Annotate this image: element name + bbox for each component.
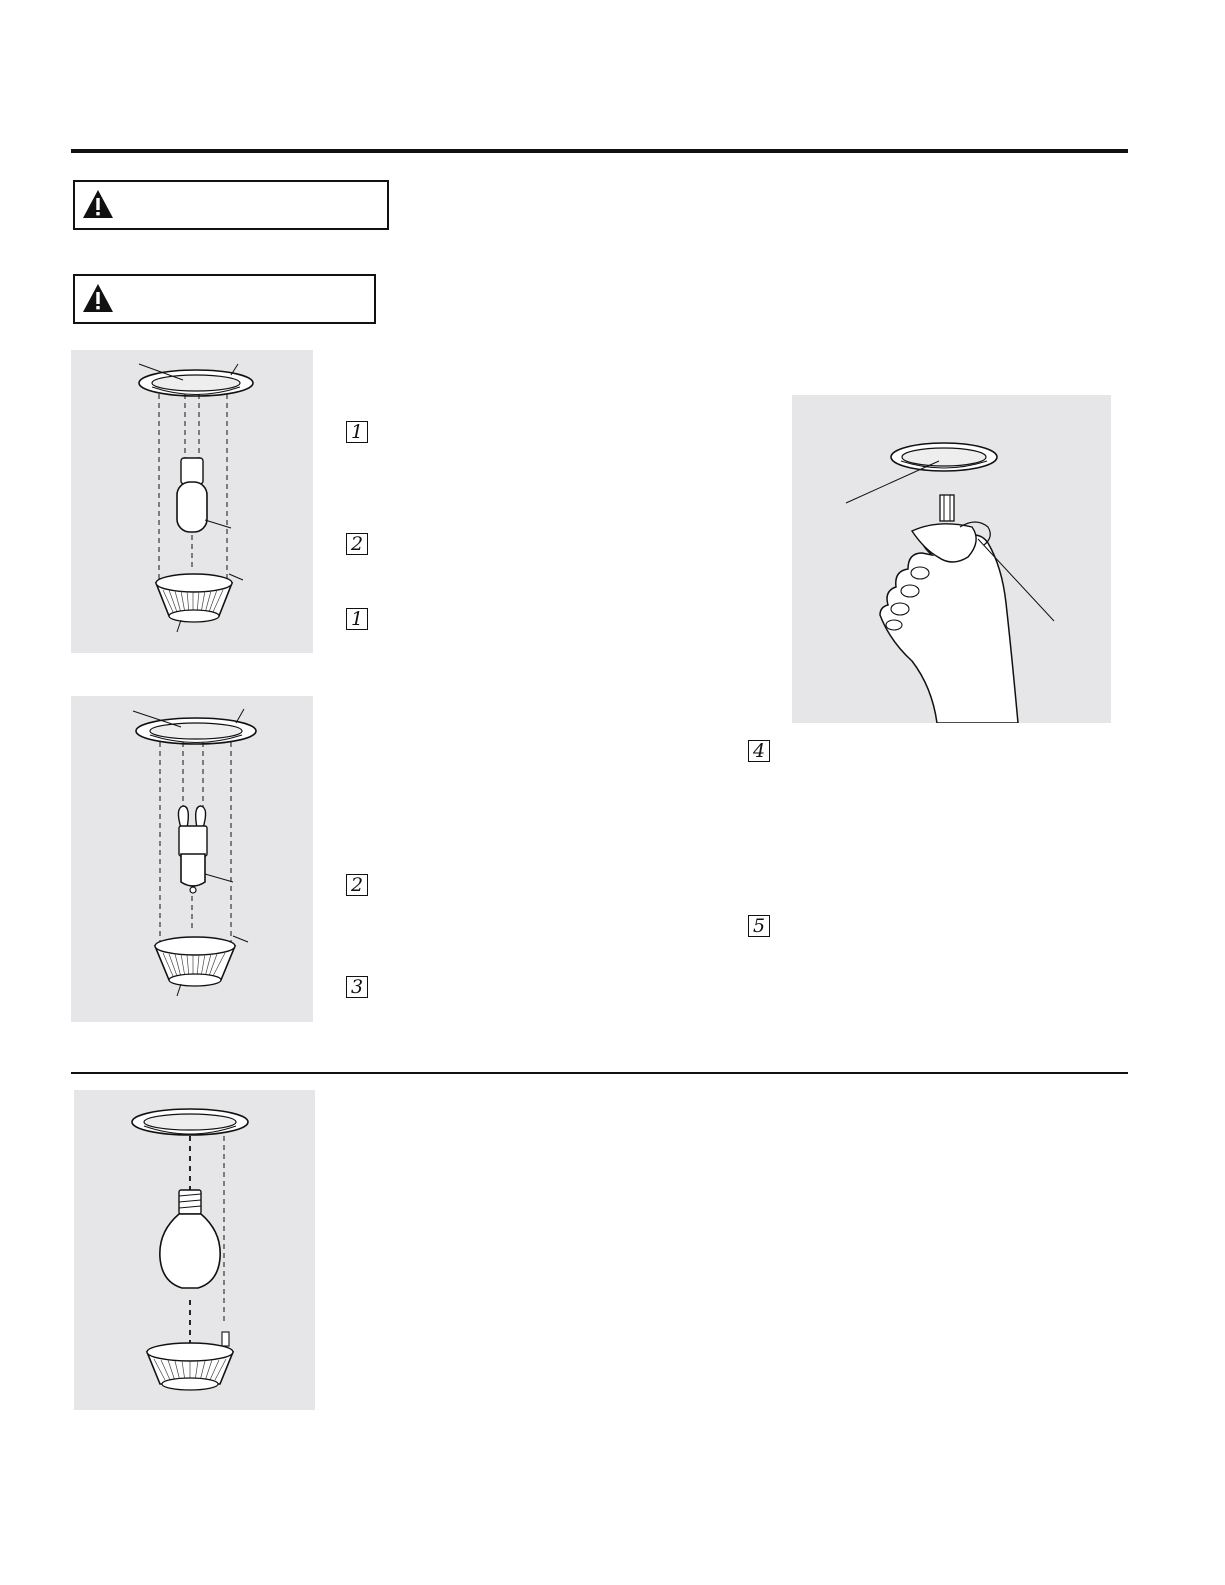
step-marker: 1 [346,608,368,630]
step-marker: 3 [346,976,368,998]
step-marker: 2 [346,533,368,555]
warning-box-1 [73,180,389,230]
step-marker: 5 [748,915,770,937]
step-marker: 4 [748,740,770,762]
g9-bulb-illustration [71,696,313,1022]
incandescent-bulb-diagram [74,1090,315,1410]
incandescent-bulb-illustration [74,1090,315,1410]
top-rule [71,149,1128,153]
warning-triangle-icon [81,187,115,221]
step-marker: 1 [346,421,368,443]
step-marker: 2 [346,874,368,896]
g9-bulb-diagram [71,696,313,1022]
warning-triangle-icon [81,281,115,315]
hand-holding-bulb-illustration [792,395,1111,723]
halogen-bulb-diagram [71,350,313,653]
halogen-bulb-illustration [71,350,313,653]
section-divider [71,1072,1128,1074]
warning-box-2 [73,274,376,324]
bulb-replacement-hand-diagram [792,395,1111,723]
